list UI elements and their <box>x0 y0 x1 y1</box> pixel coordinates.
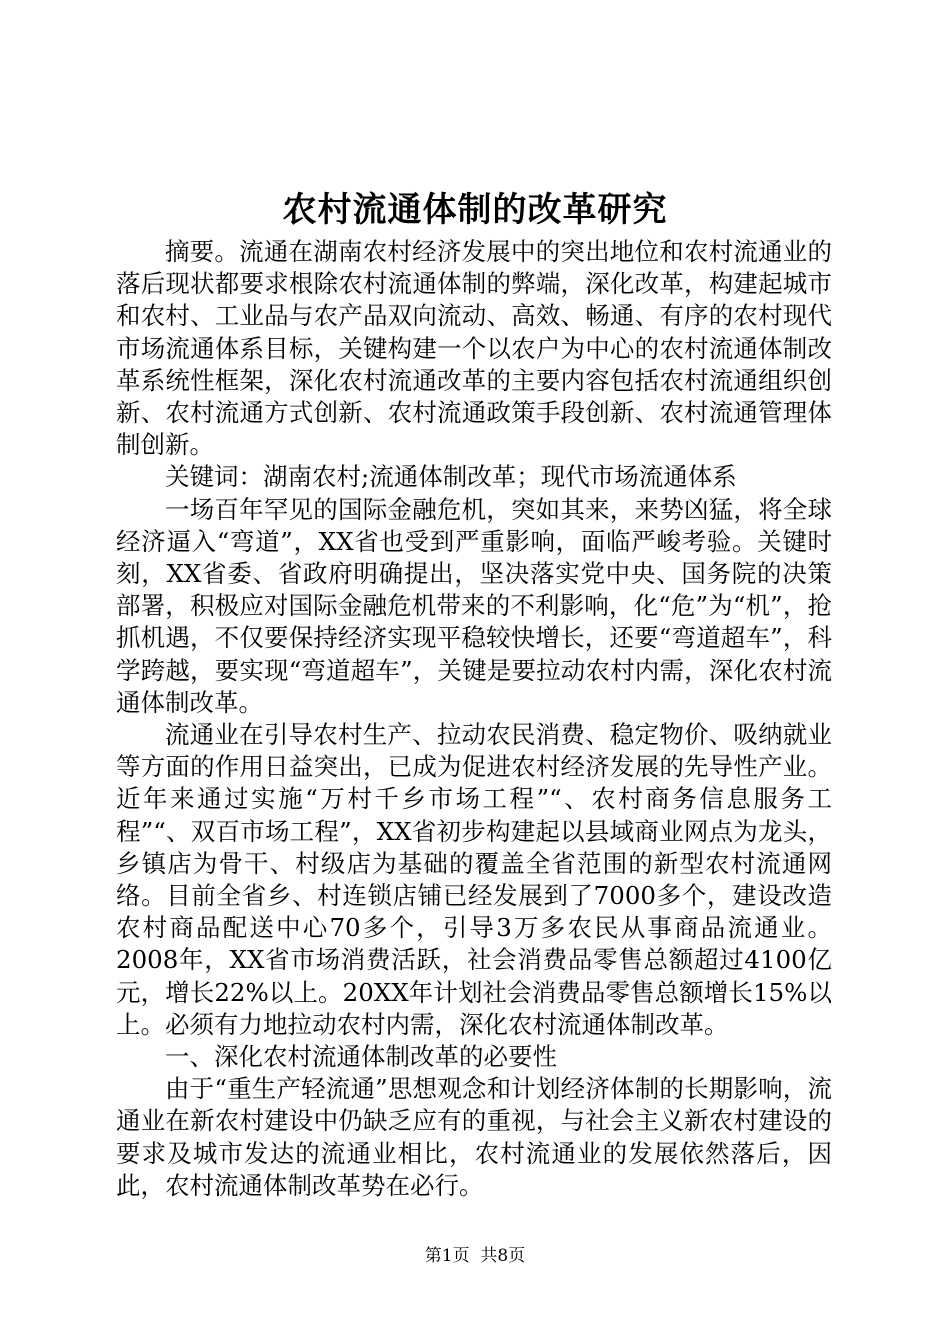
keywords-line: 关键词：湖南农村;流通体制改革；现代市场流通体系 <box>165 462 737 492</box>
body-paragraph: 一场百年罕见的国际金融危机，突如其来，来势凶猛，将全球经济逼入“弯道”，XX省也受到严重影响，面临严峻考验。关键时刻，XX省委、省政府明确提出，坚决落实党中央、国务院的决策部署，积极应对国际金融危机带来的不利影响，化“危”为“机”，抢抓机遇，不仅要保持经济实现平稳较快增长，还要“弯道超车”，科学跨越，要实现“弯道超车”，关键是要拉动农村内需，深化农村流通体制改革。 <box>116 494 832 717</box>
abstract-paragraph: 摘要。流通在湖南农村经济发展中的突出地位和农村流通业的落后现状都要求根除农村流通体制的弊端，深化改革，构建起城市和农村、工业品与农产品双向流动、高效、畅通、有序的农村现代市场流通体系目标，关键构建一个以农户为中心的农村流通体制改革系统性框架，深化农村流通改革的主要内容包括农村流通组织创新、农村流通方式创新、农村流通政策手段创新、农村流通管理体制创新。 <box>116 237 832 460</box>
document-title: 农村流通体制的改革研究 <box>282 190 668 230</box>
section-heading: 一、深化农村流通体制改革的必要性 <box>165 1042 557 1072</box>
body-paragraph: 由于“重生产轻流通”思想观念和计划经济体制的长期影响，流通业在新农村建设中仍缺乏应有的重视，与社会主义新农村建设的要求及城市发达的流通业相比，农村流通业的发展依然落后，因此，农村流通体制改革势在必行。 <box>116 1074 832 1200</box>
document-body <box>116 236 832 1202</box>
page-footer <box>0 1244 950 1268</box>
body-paragraph: 流通业在引导农村生产、拉动农民消费、稳定物价、吸纳就业等方面的作用日益突出，已成为促进农村经济发展的先导性产业。近年来通过实施“万村千乡市场工程”“、农村商务信息服务工程”“、双百市场工程”，XX省初步构建起以县域商业网点为龙头，乡镇店为骨干、村级店为基础的覆盖全省范围的新型农村流通网络。目前全省乡、村连锁店铺已经发展到了7000多个，建设改造农村商品配送中心70多个，引导3万多农民从事商品流通业。2008年，XX省市场消费活跃，社会消费品零售总额超过4100亿元，增长22%以上。20XX年计划社会消费品零售总额增长15%以上。必须有力地拉动农村内需，深化农村流通体制改革。 <box>116 720 832 1039</box>
page-number-label: 第1页 共8页 <box>424 1246 526 1266</box>
